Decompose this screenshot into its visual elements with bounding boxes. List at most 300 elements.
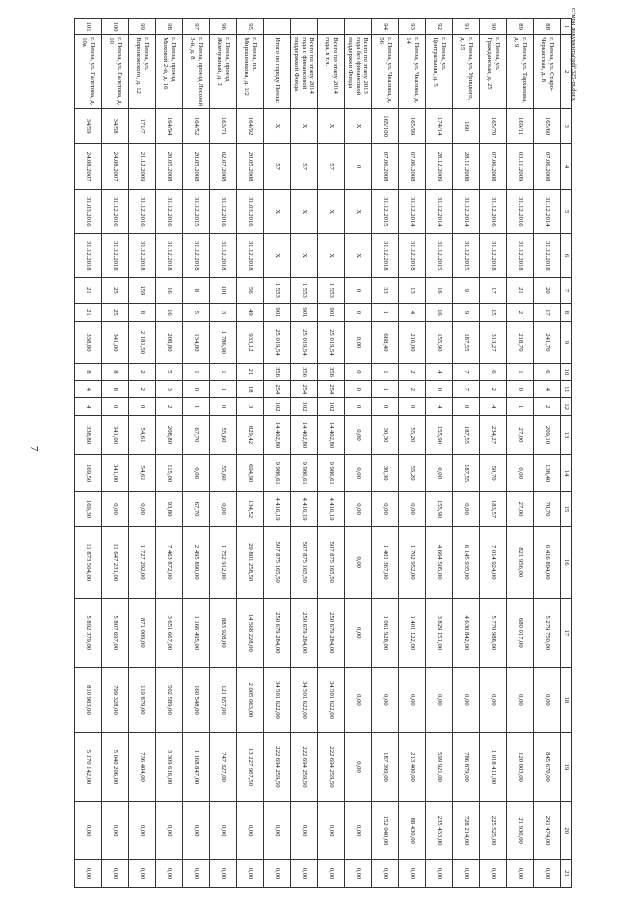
table-cell: 155,90 xyxy=(426,415,453,454)
table-cell: 0,00 xyxy=(183,860,210,888)
table-cell: 799 328,00 xyxy=(102,668,129,733)
table-cell: 4 xyxy=(399,303,426,322)
table-cell: 0,00 xyxy=(210,860,237,888)
table-cell: 0,00 xyxy=(480,668,507,733)
table-cell: 4 xyxy=(426,398,453,415)
table-cell: 31.12.2018 xyxy=(480,234,507,278)
table-cell: 1 401 122,00 xyxy=(399,598,426,667)
table-cell: 680 017,00 xyxy=(507,598,534,667)
table-row xyxy=(210,19,237,888)
table-cell: 31.12.2018 xyxy=(507,234,534,278)
column-header: 10 xyxy=(561,363,572,380)
table-cell: 31.12.2018 xyxy=(129,234,156,278)
table-cell: 25 xyxy=(102,303,129,322)
table-cell: 96 xyxy=(210,19,237,35)
table-cell: 14 402,80 xyxy=(291,415,318,454)
table-cell: 119 879,00 xyxy=(129,668,156,733)
table-cell: 0,00 xyxy=(129,860,156,888)
table-cell: г. Пенза, проезд Лесозей 3-й, д. 8 xyxy=(183,35,210,109)
page-number: 7 xyxy=(28,446,40,452)
table-cell: 31.12.2015 xyxy=(183,190,210,234)
column-header: 5 xyxy=(561,190,572,234)
table-cell: 34/59 xyxy=(75,109,102,144)
table-cell xyxy=(318,19,345,35)
table-cell: 115,00 xyxy=(156,455,183,492)
table-cell: 07.06.2008 xyxy=(399,143,426,189)
column-header: 17 xyxy=(561,598,572,667)
table-cell: 14 402,80 xyxy=(264,415,291,454)
table-cell: 31.12.2018 xyxy=(156,234,183,278)
table-cell: 0,00 xyxy=(453,860,480,888)
table-cell: 31.12.2018 xyxy=(102,234,129,278)
table-cell: 1 xyxy=(372,303,399,322)
table-cell: 1 553 xyxy=(291,278,318,303)
table-cell: 901 xyxy=(264,303,291,322)
table-cell: 0 xyxy=(345,278,372,303)
table-cell: 216,00 xyxy=(399,322,426,364)
table-cell: 0,00 xyxy=(345,322,372,364)
table-cell: X xyxy=(291,190,318,234)
table-cell: 159 xyxy=(129,278,156,303)
header-row xyxy=(561,19,572,888)
table-cell: 70,70 xyxy=(534,492,561,527)
table-cell: 0,00 xyxy=(264,802,291,860)
column-header: 3 xyxy=(561,109,572,144)
table-cell: 31.12.2014 xyxy=(453,190,480,234)
table-cell: 254 xyxy=(318,381,345,398)
table-cell: 91 xyxy=(453,19,480,35)
table-cell: 31.12.2018 xyxy=(399,234,426,278)
table-cell: 187 399,00 xyxy=(372,732,399,801)
table-cell: 341,00 xyxy=(102,415,129,454)
table-cell: 1 xyxy=(210,363,237,380)
table-cell: 3 xyxy=(156,381,183,398)
table-cell: 694,90 xyxy=(237,455,264,492)
table-cell: 4 xyxy=(75,381,102,398)
table-cell: 1 xyxy=(210,381,237,398)
table-cell: г. Пенза, ул. Гражданская, д. 25 xyxy=(480,35,507,109)
table-cell: 0,00 xyxy=(102,802,129,860)
table-row xyxy=(453,19,480,888)
table-cell: 0,00 xyxy=(507,455,534,492)
table-cell: 31.12.2018 xyxy=(75,234,102,278)
table-cell: 0,00 xyxy=(102,492,129,527)
table-cell: 0,00 xyxy=(345,802,372,860)
column-header: 7 xyxy=(561,278,572,303)
table-cell: 0,00 xyxy=(210,802,237,860)
table-cell: 0,00 xyxy=(264,860,291,888)
table-cell: 03.11.2009 xyxy=(507,143,534,189)
table-cell: г. Пенза, проезд Жемчужный, д. 3 xyxy=(210,35,237,109)
table-cell: 222 694 259,50 xyxy=(318,732,345,801)
table-cell: 20.05.2008 xyxy=(183,143,210,189)
table-cell: 99 xyxy=(129,19,156,35)
table-cell: 4 xyxy=(426,363,453,380)
table-cell: 28.12.2009 xyxy=(426,143,453,189)
table-cell: 102 xyxy=(318,398,345,415)
table-cell: 1 553 xyxy=(318,278,345,303)
table-cell: 0,00 xyxy=(291,860,318,888)
table-cell: 11 873 504,00 xyxy=(75,526,102,598)
table-cell: 4 xyxy=(75,398,102,415)
table-cell: 9 986,61 xyxy=(318,455,345,492)
table-cell: 2 xyxy=(156,398,183,415)
table-cell: 901 xyxy=(291,303,318,322)
table-cell: 821 956,00 xyxy=(507,526,534,598)
table-cell: 21 xyxy=(75,278,102,303)
table-cell: 356 xyxy=(291,363,318,380)
table-cell: 0 xyxy=(345,381,372,398)
column-header: 20 xyxy=(561,802,572,860)
table-cell: 1 xyxy=(507,398,534,415)
table-cell: 1 xyxy=(372,363,399,380)
column-header: 16 xyxy=(561,526,572,598)
table-cell: 21 936,00 xyxy=(507,802,534,860)
table-cell: 4 416,19 xyxy=(264,492,291,527)
table-cell: X xyxy=(345,234,372,278)
table-cell: 165/100 xyxy=(372,109,399,144)
table-cell: 57 xyxy=(318,143,345,189)
table-cell: 5 xyxy=(183,303,210,322)
table-cell: 9 xyxy=(453,278,480,303)
table-cell: 28.11.2008 xyxy=(453,143,480,189)
table-cell: 225 525,00 xyxy=(480,802,507,860)
table-cell: 0,00 xyxy=(372,668,399,733)
table-cell: 31.12.2018 xyxy=(237,234,264,278)
table-cell: 57 xyxy=(264,143,291,189)
table-cell: 3 829 151,00 xyxy=(426,598,453,667)
table-cell: 0,00 xyxy=(318,860,345,888)
table-cell: 21.12.2009 xyxy=(129,143,156,189)
table-cell: X xyxy=(264,190,291,234)
table-cell: 16 xyxy=(426,303,453,322)
table-cell: 0,00 xyxy=(237,860,264,888)
table-row xyxy=(507,19,534,888)
table-cell: 7 xyxy=(453,363,480,380)
table-cell: 338,80 xyxy=(75,322,102,364)
table-cell: 21 xyxy=(75,303,102,322)
table-cell: 8 xyxy=(75,363,102,380)
table-cell: 93,80 xyxy=(156,492,183,527)
table-cell xyxy=(291,19,318,35)
table-cell: 8 xyxy=(183,278,210,303)
table-cell: 155,90 xyxy=(426,492,453,527)
table-cell: 0,00 xyxy=(345,526,372,598)
table-cell: 34 501 622,00 xyxy=(318,668,345,733)
table-cell: 54,61 xyxy=(129,415,156,454)
table-cell: 0,00 xyxy=(318,802,345,860)
table-cell: г. Пенза, ул. Урицкого, д. 15 xyxy=(453,35,480,109)
table-cell: 1 xyxy=(183,398,210,415)
table-cell: 0,00 xyxy=(507,668,534,733)
table-cell: 27,00 xyxy=(507,415,534,454)
column-header: 2 xyxy=(561,35,572,109)
table-cell: 250 679 284,00 xyxy=(291,598,318,667)
table-cell: 0 xyxy=(210,398,237,415)
table-cell: 883 928,00 xyxy=(210,598,237,667)
table-cell: 4 xyxy=(534,381,561,398)
table-cell: 31.12.2016 xyxy=(210,190,237,234)
table-cell: 3 xyxy=(210,303,237,322)
table-cell: 235 433,00 xyxy=(426,802,453,860)
table-cell: 9 986,61 xyxy=(264,455,291,492)
table-cell: 3 651 667,00 xyxy=(156,598,183,667)
table-cell: 0,00 xyxy=(345,860,372,888)
table-cell: 1 401 367,00 xyxy=(372,526,399,598)
table-cell: 4 630 842,00 xyxy=(453,598,480,667)
table-cell: X xyxy=(345,190,372,234)
table-row xyxy=(237,19,264,888)
column-header: 4 xyxy=(561,143,572,189)
table-cell: 254 xyxy=(264,381,291,398)
table-cell: 4 416,19 xyxy=(291,492,318,527)
table-cell: 5 892 379,00 xyxy=(75,598,102,667)
table-cell: 0 xyxy=(129,398,156,415)
table-cell: 0,00 xyxy=(156,802,183,860)
table-cell: 13 227 967,50 xyxy=(237,732,264,801)
table-cell: 0 xyxy=(345,303,372,322)
table-cell: 810 983,00 xyxy=(75,668,102,733)
table-cell: 341,00 xyxy=(102,322,129,364)
table-cell: 30,30 xyxy=(372,415,399,454)
table-cell: 174/14 xyxy=(426,109,453,144)
table-cell: 1 018 411,00 xyxy=(480,732,507,801)
table-cell: 34 501 622,00 xyxy=(291,668,318,733)
table-cell: 2 181,50 xyxy=(129,322,156,364)
table-row xyxy=(291,19,318,888)
table-cell: 3 xyxy=(237,398,264,415)
table-cell: 31.12.2018 xyxy=(210,234,237,278)
table-cell: 4 664 505,00 xyxy=(426,526,453,598)
table-cell: Всего по этапу 2013 года без финансовой поддержки Фонда xyxy=(345,35,372,109)
table-row xyxy=(318,19,345,888)
table-cell: 02.07.2008 xyxy=(210,143,237,189)
table-cell: 93 xyxy=(399,19,426,35)
table-cell: 25 019,54 xyxy=(264,322,291,364)
table-cell: 0,00 xyxy=(102,860,129,888)
table-cell: г. Пенза, ул. Воронежского, д. 12 xyxy=(129,35,156,109)
table-cell: 356 xyxy=(264,363,291,380)
table-cell: 16 xyxy=(426,278,453,303)
table-cell: 24.08.2007 xyxy=(75,143,102,189)
table-cell: 31.12.2018 xyxy=(534,234,561,278)
table-cell: 0,00 xyxy=(534,860,561,888)
table-cell: 183,57 xyxy=(480,492,507,527)
table-cell: 668,40 xyxy=(372,322,399,364)
table-cell: 209,10 xyxy=(534,415,561,454)
table-cell: 07.06.2008 xyxy=(480,143,507,189)
table-cell: 213 400,00 xyxy=(399,732,426,801)
column-header: 19 xyxy=(561,732,572,801)
table-cell: 20.05.2008 xyxy=(156,143,183,189)
table-cell: 17 xyxy=(534,303,561,322)
table-cell: 165/70 xyxy=(480,109,507,144)
table-cell: 2 xyxy=(480,381,507,398)
table-cell: 2 xyxy=(507,303,534,322)
table-cell: 6 xyxy=(534,363,561,380)
table-cell: 313,27 xyxy=(480,322,507,364)
table-cell: 165/60 xyxy=(534,109,561,144)
table-cell: 56 xyxy=(237,278,264,303)
table-cell: 31.12.2015 xyxy=(426,234,453,278)
table-cell: 138,40 xyxy=(534,455,561,492)
table-cell: 0,00 xyxy=(345,492,372,527)
table-cell: 1 727 292,00 xyxy=(129,526,156,598)
table-cell: 6 xyxy=(480,363,507,380)
table-cell: 1 xyxy=(372,381,399,398)
table-cell: 55,60 xyxy=(210,455,237,492)
table-row xyxy=(102,19,129,888)
table-cell: 250 679 284,00 xyxy=(264,598,291,667)
table-body xyxy=(75,19,561,888)
table-cell: 0,00 xyxy=(426,668,453,733)
table-cell: 0,00 xyxy=(183,802,210,860)
table-row xyxy=(345,19,372,888)
table-cell: 163/71 xyxy=(210,109,237,144)
table-cell: г. Пенза, ул. Центральная, д. 5 xyxy=(426,35,453,109)
table-cell: 0,00 xyxy=(480,860,507,888)
footer-file-path: c:\мои документы\pdf\325-m.docx xyxy=(570,8,577,101)
table-cell: 57 xyxy=(291,143,318,189)
table-cell: 338,80 xyxy=(75,415,102,454)
table-cell: 31.12.2015 xyxy=(453,234,480,278)
table-cell: 11 647 231,00 xyxy=(102,526,129,598)
table-cell: 34/58 xyxy=(102,109,129,144)
table-cell: 0,00 xyxy=(129,802,156,860)
table-cell: X xyxy=(291,109,318,144)
table-cell: X xyxy=(345,109,372,144)
table-cell: 2 xyxy=(399,363,426,380)
table-cell: 6 416 894,00 xyxy=(534,526,561,598)
table-cell: Всего по этапу 2014 года, в т.ч. xyxy=(318,35,345,109)
column-header: 15 xyxy=(561,492,572,527)
table-cell: 2 xyxy=(534,398,561,415)
table-cell: 2 xyxy=(129,381,156,398)
table-cell: 0,00 xyxy=(399,668,426,733)
table-cell: 21 xyxy=(507,278,534,303)
table-cell: 31.12.2016 xyxy=(129,190,156,234)
table-row xyxy=(75,19,102,888)
column-header: 13 xyxy=(561,415,572,454)
table-cell: 0,00 xyxy=(399,860,426,888)
table-cell: 507 875 165,50 xyxy=(264,526,291,598)
table-cell: 20 xyxy=(534,278,561,303)
table-cell: г. Пенза, ул. Старо-Черкасская, д. 8 xyxy=(534,35,561,109)
table-cell: 0,00 xyxy=(345,668,372,733)
table-row xyxy=(372,19,399,888)
table-cell: 27,00 xyxy=(507,492,534,527)
table-cell: 9 986,61 xyxy=(291,455,318,492)
table-cell: 736 404,00 xyxy=(129,732,156,801)
table-cell: 0,00 xyxy=(453,492,480,527)
table-cell: 0,00 xyxy=(426,455,453,492)
table-cell: 0,00 xyxy=(156,860,183,888)
table-cell: 254 xyxy=(291,381,318,398)
table-cell: 94 xyxy=(372,19,399,35)
table-cell: 241,70 xyxy=(534,322,561,364)
table-cell: 0,00 xyxy=(426,860,453,888)
table-cell: 0,00 xyxy=(372,860,399,888)
table-cell: 169,30 xyxy=(75,492,102,527)
column-header: 12 xyxy=(561,398,572,415)
table-cell: 24.08.2007 xyxy=(102,143,129,189)
table-cell: 1 166 495,00 xyxy=(183,598,210,667)
table-cell: 21 xyxy=(237,363,264,380)
table-cell: 599 921,00 xyxy=(426,732,453,801)
table-cell: 31.12.2014 xyxy=(534,190,561,234)
table-cell: 0 xyxy=(102,398,129,415)
table-cell: 165/99 xyxy=(399,109,426,144)
table-cell: 8 xyxy=(129,303,156,322)
table-cell: 30,30 xyxy=(372,455,399,492)
table-cell: 0,00 xyxy=(345,415,372,454)
table-cell: 0,00 xyxy=(75,860,102,888)
table-cell: 2 005 063,00 xyxy=(237,668,264,733)
table-cell: 7 xyxy=(453,381,480,398)
table-row xyxy=(426,19,453,888)
table-cell: 5 279 750,00 xyxy=(534,598,561,667)
table-cell: 31.12.2018 xyxy=(372,234,399,278)
table-cell: 49 xyxy=(237,303,264,322)
column-header: 6 xyxy=(561,234,572,278)
table-row xyxy=(183,19,210,888)
table-cell: 164/92 xyxy=(237,109,264,144)
table-cell: 187,55 xyxy=(453,455,480,492)
table-cell: г. Пенза, ул. Чкалова, д. 14 xyxy=(399,35,426,109)
table-cell: 5 770 988,00 xyxy=(480,598,507,667)
table-cell: 98 xyxy=(156,19,183,35)
table-cell: 13 xyxy=(399,278,426,303)
table-cell: 50,70 xyxy=(480,455,507,492)
table-cell: 5 xyxy=(156,363,183,380)
data-table xyxy=(74,18,572,888)
table-cell: 0,00 xyxy=(291,802,318,860)
table-cell: 100 xyxy=(102,19,129,35)
table-cell: 31.12.2016 xyxy=(480,190,507,234)
table-cell: 67,70 xyxy=(183,415,210,454)
column-header: 21 xyxy=(561,860,572,888)
table-cell: г. Пенза, ул. Галетова, д. 10а xyxy=(75,35,102,109)
column-header: 9 xyxy=(561,322,572,364)
table-row xyxy=(534,19,561,888)
table-cell: 933,12 xyxy=(237,322,264,364)
table-cell: 747 327,00 xyxy=(210,732,237,801)
table-cell: 54,61 xyxy=(129,455,156,492)
table-cell: 0,00 xyxy=(210,492,237,527)
table-cell: 152 040,00 xyxy=(372,802,399,860)
table-cell: 171/7 xyxy=(129,109,156,144)
table-cell: 67,70 xyxy=(183,492,210,527)
table-cell: 222 694 259,50 xyxy=(264,732,291,801)
table-cell: 4 xyxy=(480,398,507,415)
table-cell: 1 786,90 xyxy=(210,322,237,364)
table-cell: 0,00 xyxy=(183,455,210,492)
table-cell: 0,00 xyxy=(345,732,372,801)
table-cell: 0,00 xyxy=(399,492,426,527)
table-cell: 25 019,54 xyxy=(318,322,345,364)
table-cell: 507 875 165,50 xyxy=(318,526,345,598)
table-cell: 169/11 xyxy=(507,109,534,144)
table-cell: 34 501 622,00 xyxy=(264,668,291,733)
table-cell: г. Пенза, проезд Моховой 2-й, д. 16 xyxy=(156,35,183,109)
table-cell: 341,00 xyxy=(102,455,129,492)
table-row xyxy=(399,19,426,888)
table-cell: 155,90 xyxy=(426,322,453,364)
table-cell: 250 679 284,00 xyxy=(318,598,345,667)
table-cell: 25 019,54 xyxy=(291,322,318,364)
table-cell: 29 801 258,50 xyxy=(237,526,264,598)
table-cell: 16 xyxy=(156,278,183,303)
